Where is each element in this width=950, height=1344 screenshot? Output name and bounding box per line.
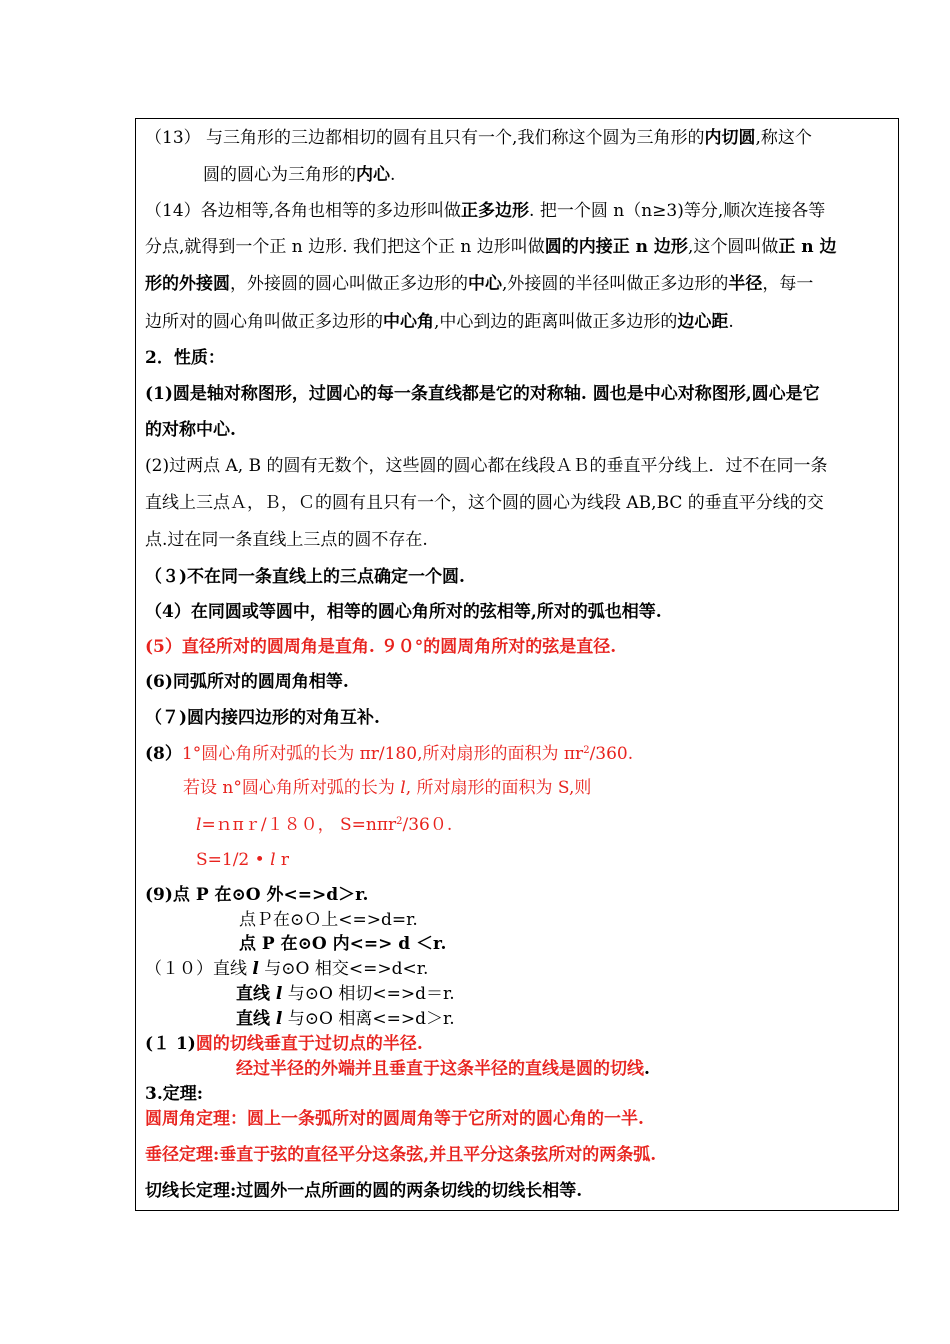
text: 经过半径的外端并且垂直于这条半径的直线是圆的切线 [236,1059,644,1079]
item-14-line-2 [145,236,837,258]
property-11-line-1 [145,1033,423,1055]
text: （13） 与三角形的三边都相切的圆有且只有一个,我们称这个圆为三角形的 [145,128,705,148]
property-8-line-4 [196,849,289,871]
text: . [644,1059,650,1079]
property-3: （３)不在同一条直线上的三点确定一个圆. [145,567,465,587]
text: 1°圆心角所对弧的长为 πr/180,所对扇形的面积为 πr [181,744,584,764]
item-14-line-1 [145,200,825,222]
text: ,称这个 [755,128,812,148]
property-9-line-1: (9)点 P 在⊙O 外<=>d＞r. [145,885,369,905]
property-2-line-1: (2)过两点 A, B 的圆有无数个，这些圆的圆心都在线段ＡＢ的垂直平分线上．过不在同一条 [145,456,828,476]
property-6: (6)同弧所对的圆周角相等. [145,672,349,692]
property-9-line-2: 点Ｐ在⊙Ｏ上<=>d=r. [239,910,418,930]
variable-l: l [196,815,202,835]
theorem-perpendicular-diameter: 垂径定理:垂直于弦的直径平分这条弦,并且平分这条弦所对的两条弧. [145,1145,657,1165]
term-incircle: 内切圆 [704,128,756,148]
property-2-line-2: 直线上三点Ａ，Ｂ，Ｃ的圆有且只有一个，这个圆的圆心为线段 AB,BC 的垂直平分线的交 [145,493,824,513]
term-circumcircle-end: 形的外接圆 [145,274,230,294]
item-14-line-4 [145,311,734,333]
text: 若设 n°圆心角所对弧的长为 [183,778,401,798]
text: 边所对的圆心角叫做正多边形的 [145,312,383,332]
text: ，每一 [762,274,814,294]
text: （14）各边相等,各角也相等的多边形叫做 [145,201,462,221]
text: 圆的切线垂直于过切点的半径. [195,1034,423,1054]
text: 分点,就得到一个正 n 边形. 我们把这个正 n 边形叫做 [145,237,545,257]
property-8-line-3 [196,814,452,836]
text: ，外接圆的圆心叫做正多边形的 [230,274,468,294]
item-13-line-2 [203,164,395,186]
property-8-line-2 [183,777,591,799]
property-1-line-1: (1)圆是轴对称图形，过圆心的每一条直线都是它的对称轴. 圆也是中心对称图形,圆心是它 [145,384,820,404]
text: ,外接圆的半径叫做正多边形的 [502,274,729,294]
text: (１ 1) [145,1034,196,1054]
item-14-line-3 [145,273,813,295]
superscript: 2 [396,816,403,827]
variable-l: l [275,984,283,1004]
superscript: 2 [583,745,590,756]
text: , 所对扇形的面积为 S,则 [405,778,592,798]
property-9-line-3 [239,933,446,955]
property-1-line-2: 的对称中心. [145,420,236,440]
term-central-angle: 中心角 [383,312,434,332]
text: 直线 [236,984,276,1004]
variable-l: l [400,778,406,798]
term-regular-polygon: 正多边形 [461,201,530,221]
variable-l: l [270,850,276,870]
text: r [275,850,290,870]
term-apothem: 边心距 [677,312,729,332]
section-theorems-heading: 3.定理: [145,1084,204,1104]
text: . [728,312,734,332]
property-11-line-2 [236,1058,650,1080]
text: 圆的圆心为三角形的 [203,165,356,185]
text: . [390,165,396,185]
property-7: （７)圆内接四边形的对角互补. [145,708,380,728]
property-10-line-2 [236,983,455,1005]
term-center: 中心 [468,274,502,294]
property-10-line-1 [145,958,428,980]
property-4: （4）在同圆或等圆中，相等的圆心角所对的弦相等,所对的弧也相等. [145,602,662,622]
text: (8） [145,744,182,764]
text: ,中心到边的距离叫做正多边形的 [434,312,678,332]
text: 与⊙O 相交<=>d<r. [258,959,429,979]
property-8-line-1 [145,743,633,765]
text: 与⊙O 相切<=>d＝r. [282,984,455,1004]
property-2-line-3: 点.过在同一条直线上三点的圆不存在. [145,530,428,550]
theorem-inscribed-angle: 圆周角定理：圆上一条弧所对的圆周角等于它所对的圆心角的一半. [145,1109,644,1129]
section-properties-heading: 2．性质： [145,348,225,368]
text: /360. [589,744,634,764]
term-radius: 半径 [728,274,763,294]
text: . 把一个圆 n（n≥3)等分,顺次连接各等 [529,201,826,221]
theorem-tangent-length: 切线长定理:过圆外一点所画的圆的两条切线的切线长相等. [145,1181,583,1201]
text: 直线 [236,1009,276,1029]
term-inscribed-polygon: 圆的内接正 n 边形 [544,237,688,257]
variable-l: l [275,1009,283,1029]
text: /36０. [402,815,453,835]
text: ,这个圆叫做 [687,237,779,257]
text: （１０）直线 [145,959,253,979]
item-13-line-1 [145,127,812,149]
term-circumcircle: 正 n 边 [778,237,837,257]
text: =ｎπｒ/１８０， S=nπr [201,815,397,835]
term-incenter: 内心 [356,165,390,185]
text: 点 P 在⊙O 内<=> d ＜r. [239,934,447,954]
property-10-line-3 [236,1008,455,1030]
variable-l: l [252,959,259,979]
text: 与⊙O 相离<=>d＞r. [282,1009,455,1029]
property-5: (5）直径所对的圆周角是直角. ９０°的圆周角所对的弦是直径. [145,637,617,657]
text: S=1/2 • [196,850,271,870]
